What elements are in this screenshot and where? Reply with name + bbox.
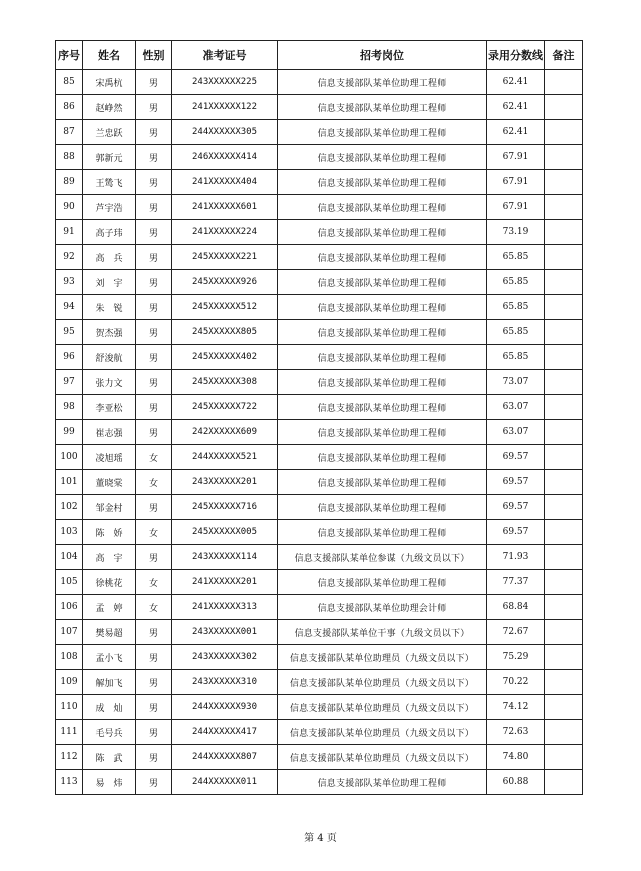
table-row (56, 645, 583, 670)
cell-exam-id: 242XXXXXX609 (172, 420, 278, 445)
table-row (56, 420, 583, 445)
cell-gender: 男 (136, 345, 172, 370)
cell-exam-id: 241XXXXXX313 (172, 595, 278, 620)
cell-gender: 男 (136, 370, 172, 395)
cell-index: 86 (56, 95, 83, 120)
cell-name: 董晓棠 (83, 470, 136, 495)
table-row (56, 70, 583, 95)
cell-position: 信息支援部队某单位助理工程师 (278, 770, 487, 795)
table-row (56, 120, 583, 145)
cell-remarks (545, 95, 583, 120)
table-body (56, 70, 583, 795)
table-row (56, 695, 583, 720)
cell-exam-id: 244XXXXXX417 (172, 720, 278, 745)
cell-exam-id: 243XXXXXX310 (172, 670, 278, 695)
cell-index: 102 (56, 495, 83, 520)
cell-index: 99 (56, 420, 83, 445)
cell-name: 朱 锐 (83, 295, 136, 320)
cell-score-line: 73.07 (487, 370, 545, 395)
cell-gender: 男 (136, 745, 172, 770)
cell-gender: 女 (136, 595, 172, 620)
cell-position: 信息支援部队某单位助理工程师 (278, 245, 487, 270)
cell-index: 85 (56, 70, 83, 95)
cell-score-line: 62.41 (487, 120, 545, 145)
table-row (56, 470, 583, 495)
cell-exam-id: 244XXXXXX011 (172, 770, 278, 795)
cell-index: 90 (56, 195, 83, 220)
cell-score-line: 69.57 (487, 470, 545, 495)
cell-score-line: 67.91 (487, 170, 545, 195)
table-header-row (56, 41, 583, 70)
cell-exam-id: 245XXXXXX722 (172, 395, 278, 420)
table-row (56, 745, 583, 770)
cell-position: 信息支援部队某单位助理员（九级文员以下） (278, 745, 487, 770)
cell-gender: 男 (136, 695, 172, 720)
cell-exam-id: 244XXXXXX305 (172, 120, 278, 145)
cell-name: 李亚松 (83, 395, 136, 420)
cell-gender: 男 (136, 395, 172, 420)
cell-score-line: 63.07 (487, 420, 545, 445)
cell-score-line: 72.63 (487, 720, 545, 745)
cell-score-line: 69.57 (487, 520, 545, 545)
cell-remarks (545, 470, 583, 495)
cell-score-line: 75.29 (487, 645, 545, 670)
cell-position: 信息支援部队某单位助理员（九级文员以下） (278, 670, 487, 695)
cell-name: 芦宇浩 (83, 195, 136, 220)
cell-gender: 男 (136, 670, 172, 695)
header-exam-id: 准考证号 (172, 41, 278, 70)
cell-score-line: 74.12 (487, 695, 545, 720)
cell-score-line: 67.91 (487, 195, 545, 220)
table-row (56, 520, 583, 545)
cell-position: 信息支援部队某单位助理工程师 (278, 445, 487, 470)
cell-remarks (545, 770, 583, 795)
cell-remarks (545, 145, 583, 170)
cell-exam-id: 243XXXXXX302 (172, 645, 278, 670)
cell-index: 92 (56, 245, 83, 270)
cell-score-line: 69.57 (487, 445, 545, 470)
header-name: 姓名 (83, 41, 136, 70)
cell-gender: 男 (136, 770, 172, 795)
cell-remarks (545, 570, 583, 595)
header-score-line: 录用分数线 (487, 41, 545, 70)
cell-score-line: 62.41 (487, 95, 545, 120)
cell-gender: 女 (136, 520, 172, 545)
cell-name: 高 宇 (83, 545, 136, 570)
cell-score-line: 60.88 (487, 770, 545, 795)
table-row (56, 245, 583, 270)
cell-remarks (545, 545, 583, 570)
cell-position: 信息支援部队某单位助理会计师 (278, 595, 487, 620)
cell-exam-id: 243XXXXXX114 (172, 545, 278, 570)
cell-remarks (545, 220, 583, 245)
cell-position: 信息支援部队某单位助理员（九级文员以下） (278, 720, 487, 745)
cell-index: 93 (56, 270, 83, 295)
cell-name: 赵峥然 (83, 95, 136, 120)
cell-remarks (545, 720, 583, 745)
cell-gender: 男 (136, 145, 172, 170)
table-row (56, 270, 583, 295)
cell-index: 100 (56, 445, 83, 470)
header-index: 序号 (56, 41, 83, 70)
cell-index: 103 (56, 520, 83, 545)
cell-exam-id: 245XXXXXX512 (172, 295, 278, 320)
cell-remarks (545, 495, 583, 520)
cell-index: 88 (56, 145, 83, 170)
cell-exam-id: 241XXXXXX201 (172, 570, 278, 595)
cell-index: 87 (56, 120, 83, 145)
cell-name: 樊易超 (83, 620, 136, 645)
cell-remarks (545, 270, 583, 295)
cell-name: 宋禹杭 (83, 70, 136, 95)
table-row (56, 495, 583, 520)
cell-position: 信息支援部队某单位助理工程师 (278, 120, 487, 145)
table-row (56, 195, 583, 220)
cell-exam-id: 243XXXXXX225 (172, 70, 278, 95)
cell-gender: 男 (136, 95, 172, 120)
cell-position: 信息支援部队某单位助理工程师 (278, 295, 487, 320)
cell-score-line: 65.85 (487, 345, 545, 370)
cell-index: 89 (56, 170, 83, 195)
cell-position: 信息支援部队某单位助理工程师 (278, 70, 487, 95)
table-row (56, 595, 583, 620)
cell-gender: 男 (136, 245, 172, 270)
cell-remarks (545, 520, 583, 545)
cell-score-line: 71.93 (487, 545, 545, 570)
cell-exam-id: 241XXXXXX404 (172, 170, 278, 195)
cell-exam-id: 243XXXXXX201 (172, 470, 278, 495)
cell-name: 邹金村 (83, 495, 136, 520)
cell-index: 107 (56, 620, 83, 645)
cell-score-line: 65.85 (487, 270, 545, 295)
cell-exam-id: 244XXXXXX521 (172, 445, 278, 470)
cell-position: 信息支援部队某单位助理工程师 (278, 470, 487, 495)
table-row (56, 570, 583, 595)
header-gender: 性别 (136, 41, 172, 70)
cell-position: 信息支援部队某单位助理工程师 (278, 570, 487, 595)
cell-name: 舒浚航 (83, 345, 136, 370)
cell-score-line: 65.85 (487, 320, 545, 345)
cell-exam-id: 241XXXXXX122 (172, 95, 278, 120)
cell-position: 信息支援部队某单位助理工程师 (278, 495, 487, 520)
cell-index: 97 (56, 370, 83, 395)
cell-index: 109 (56, 670, 83, 695)
cell-gender: 男 (136, 620, 172, 645)
cell-position: 信息支援部队某单位助理工程师 (278, 520, 487, 545)
cell-position: 信息支援部队某单位助理工程师 (278, 195, 487, 220)
cell-index: 105 (56, 570, 83, 595)
cell-position: 信息支援部队某单位助理工程师 (278, 370, 487, 395)
cell-name: 王鸶飞 (83, 170, 136, 195)
cell-score-line: 72.67 (487, 620, 545, 645)
cell-remarks (545, 395, 583, 420)
table-row (56, 295, 583, 320)
table-row (56, 670, 583, 695)
cell-exam-id: 243XXXXXX001 (172, 620, 278, 645)
cell-remarks (545, 345, 583, 370)
cell-score-line: 74.80 (487, 745, 545, 770)
cell-remarks (545, 170, 583, 195)
table-row (56, 320, 583, 345)
cell-gender: 男 (136, 295, 172, 320)
table-row (56, 395, 583, 420)
table-row (56, 445, 583, 470)
cell-name: 崔志强 (83, 420, 136, 445)
cell-gender: 男 (136, 495, 172, 520)
cell-gender: 男 (136, 420, 172, 445)
cell-position: 信息支援部队某单位助理工程师 (278, 345, 487, 370)
cell-gender: 男 (136, 545, 172, 570)
cell-name: 毛号兵 (83, 720, 136, 745)
cell-index: 111 (56, 720, 83, 745)
cell-position: 信息支援部队某单位助理员（九级文员以下） (278, 645, 487, 670)
cell-index: 98 (56, 395, 83, 420)
cell-exam-id: 245XXXXXX221 (172, 245, 278, 270)
cell-name: 易 炜 (83, 770, 136, 795)
cell-name: 张力文 (83, 370, 136, 395)
cell-remarks (545, 320, 583, 345)
cell-exam-id: 245XXXXXX716 (172, 495, 278, 520)
cell-remarks (545, 670, 583, 695)
cell-position: 信息支援部队某单位参谋（九级文员以下） (278, 545, 487, 570)
cell-name: 陈 武 (83, 745, 136, 770)
cell-remarks (545, 245, 583, 270)
cell-name: 孟小飞 (83, 645, 136, 670)
cell-name: 郭新元 (83, 145, 136, 170)
cell-remarks (545, 645, 583, 670)
cell-remarks (545, 445, 583, 470)
cell-remarks (545, 695, 583, 720)
cell-position: 信息支援部队某单位助理工程师 (278, 145, 487, 170)
table-row (56, 370, 583, 395)
cell-index: 91 (56, 220, 83, 245)
cell-exam-id: 244XXXXXX930 (172, 695, 278, 720)
table-row (56, 170, 583, 195)
cell-name: 成 灿 (83, 695, 136, 720)
cell-score-line: 63.07 (487, 395, 545, 420)
cell-position: 信息支援部队某单位助理员（九级文员以下） (278, 695, 487, 720)
cell-remarks (545, 195, 583, 220)
cell-remarks (545, 620, 583, 645)
cell-remarks (545, 595, 583, 620)
cell-gender: 男 (136, 120, 172, 145)
cell-position: 信息支援部队某单位助理工程师 (278, 170, 487, 195)
cell-exam-id: 245XXXXXX308 (172, 370, 278, 395)
cell-index: 101 (56, 470, 83, 495)
header-remarks: 备注 (545, 41, 583, 70)
cell-position: 信息支援部队某单位助理工程师 (278, 95, 487, 120)
cell-remarks (545, 295, 583, 320)
cell-name: 陈 娇 (83, 520, 136, 545)
cell-index: 108 (56, 645, 83, 670)
cell-remarks (545, 370, 583, 395)
cell-position: 信息支援部队某单位助理工程师 (278, 270, 487, 295)
cell-gender: 男 (136, 220, 172, 245)
cell-name: 解加飞 (83, 670, 136, 695)
cell-score-line: 68.84 (487, 595, 545, 620)
cell-score-line: 65.85 (487, 245, 545, 270)
cell-score-line: 67.91 (487, 145, 545, 170)
table-row (56, 145, 583, 170)
cell-name: 高子玮 (83, 220, 136, 245)
cell-index: 110 (56, 695, 83, 720)
cell-exam-id: 241XXXXXX601 (172, 195, 278, 220)
cell-remarks (545, 70, 583, 95)
cell-score-line: 62.41 (487, 70, 545, 95)
cell-gender: 男 (136, 70, 172, 95)
cell-name: 兰忠跃 (83, 120, 136, 145)
cell-index: 95 (56, 320, 83, 345)
cell-score-line: 77.37 (487, 570, 545, 595)
cell-remarks (545, 120, 583, 145)
cell-gender: 男 (136, 195, 172, 220)
cell-position: 信息支援部队某单位助理工程师 (278, 420, 487, 445)
cell-position: 信息支援部队某单位助理工程师 (278, 220, 487, 245)
cell-index: 112 (56, 745, 83, 770)
cell-gender: 男 (136, 320, 172, 345)
cell-score-line: 70.22 (487, 670, 545, 695)
table-row (56, 345, 583, 370)
table-row (56, 220, 583, 245)
table-row (56, 620, 583, 645)
cell-exam-id: 244XXXXXX807 (172, 745, 278, 770)
header-position: 招考岗位 (278, 41, 487, 70)
table-row (56, 720, 583, 745)
cell-position: 信息支援部队某单位干事（九级文员以下） (278, 620, 487, 645)
cell-index: 94 (56, 295, 83, 320)
cell-name: 凌旭瑶 (83, 445, 136, 470)
cell-index: 96 (56, 345, 83, 370)
cell-exam-id: 246XXXXXX414 (172, 145, 278, 170)
cell-exam-id: 245XXXXXX005 (172, 520, 278, 545)
cell-gender: 男 (136, 170, 172, 195)
cell-exam-id: 245XXXXXX805 (172, 320, 278, 345)
cell-score-line: 73.19 (487, 220, 545, 245)
cell-gender: 男 (136, 270, 172, 295)
cell-index: 113 (56, 770, 83, 795)
cell-gender: 男 (136, 720, 172, 745)
cell-index: 106 (56, 595, 83, 620)
cell-exam-id: 245XXXXXX402 (172, 345, 278, 370)
cell-score-line: 69.57 (487, 495, 545, 520)
admission-table (55, 40, 583, 795)
cell-name: 刘 宇 (83, 270, 136, 295)
cell-gender: 女 (136, 445, 172, 470)
cell-exam-id: 245XXXXXX926 (172, 270, 278, 295)
cell-gender: 男 (136, 645, 172, 670)
cell-position: 信息支援部队某单位助理工程师 (278, 320, 487, 345)
cell-name: 孟 婷 (83, 595, 136, 620)
cell-name: 徐桃花 (83, 570, 136, 595)
table-row (56, 545, 583, 570)
cell-name: 高 兵 (83, 245, 136, 270)
cell-gender: 女 (136, 570, 172, 595)
page-number: 第 4 页 (304, 833, 337, 844)
cell-name: 贺杰强 (83, 320, 136, 345)
cell-gender: 女 (136, 470, 172, 495)
cell-exam-id: 241XXXXXX224 (172, 220, 278, 245)
cell-remarks (545, 745, 583, 770)
cell-index: 104 (56, 545, 83, 570)
cell-remarks (545, 420, 583, 445)
cell-score-line: 65.85 (487, 295, 545, 320)
table-row (56, 770, 583, 795)
table-row (56, 95, 583, 120)
cell-position: 信息支援部队某单位助理工程师 (278, 395, 487, 420)
